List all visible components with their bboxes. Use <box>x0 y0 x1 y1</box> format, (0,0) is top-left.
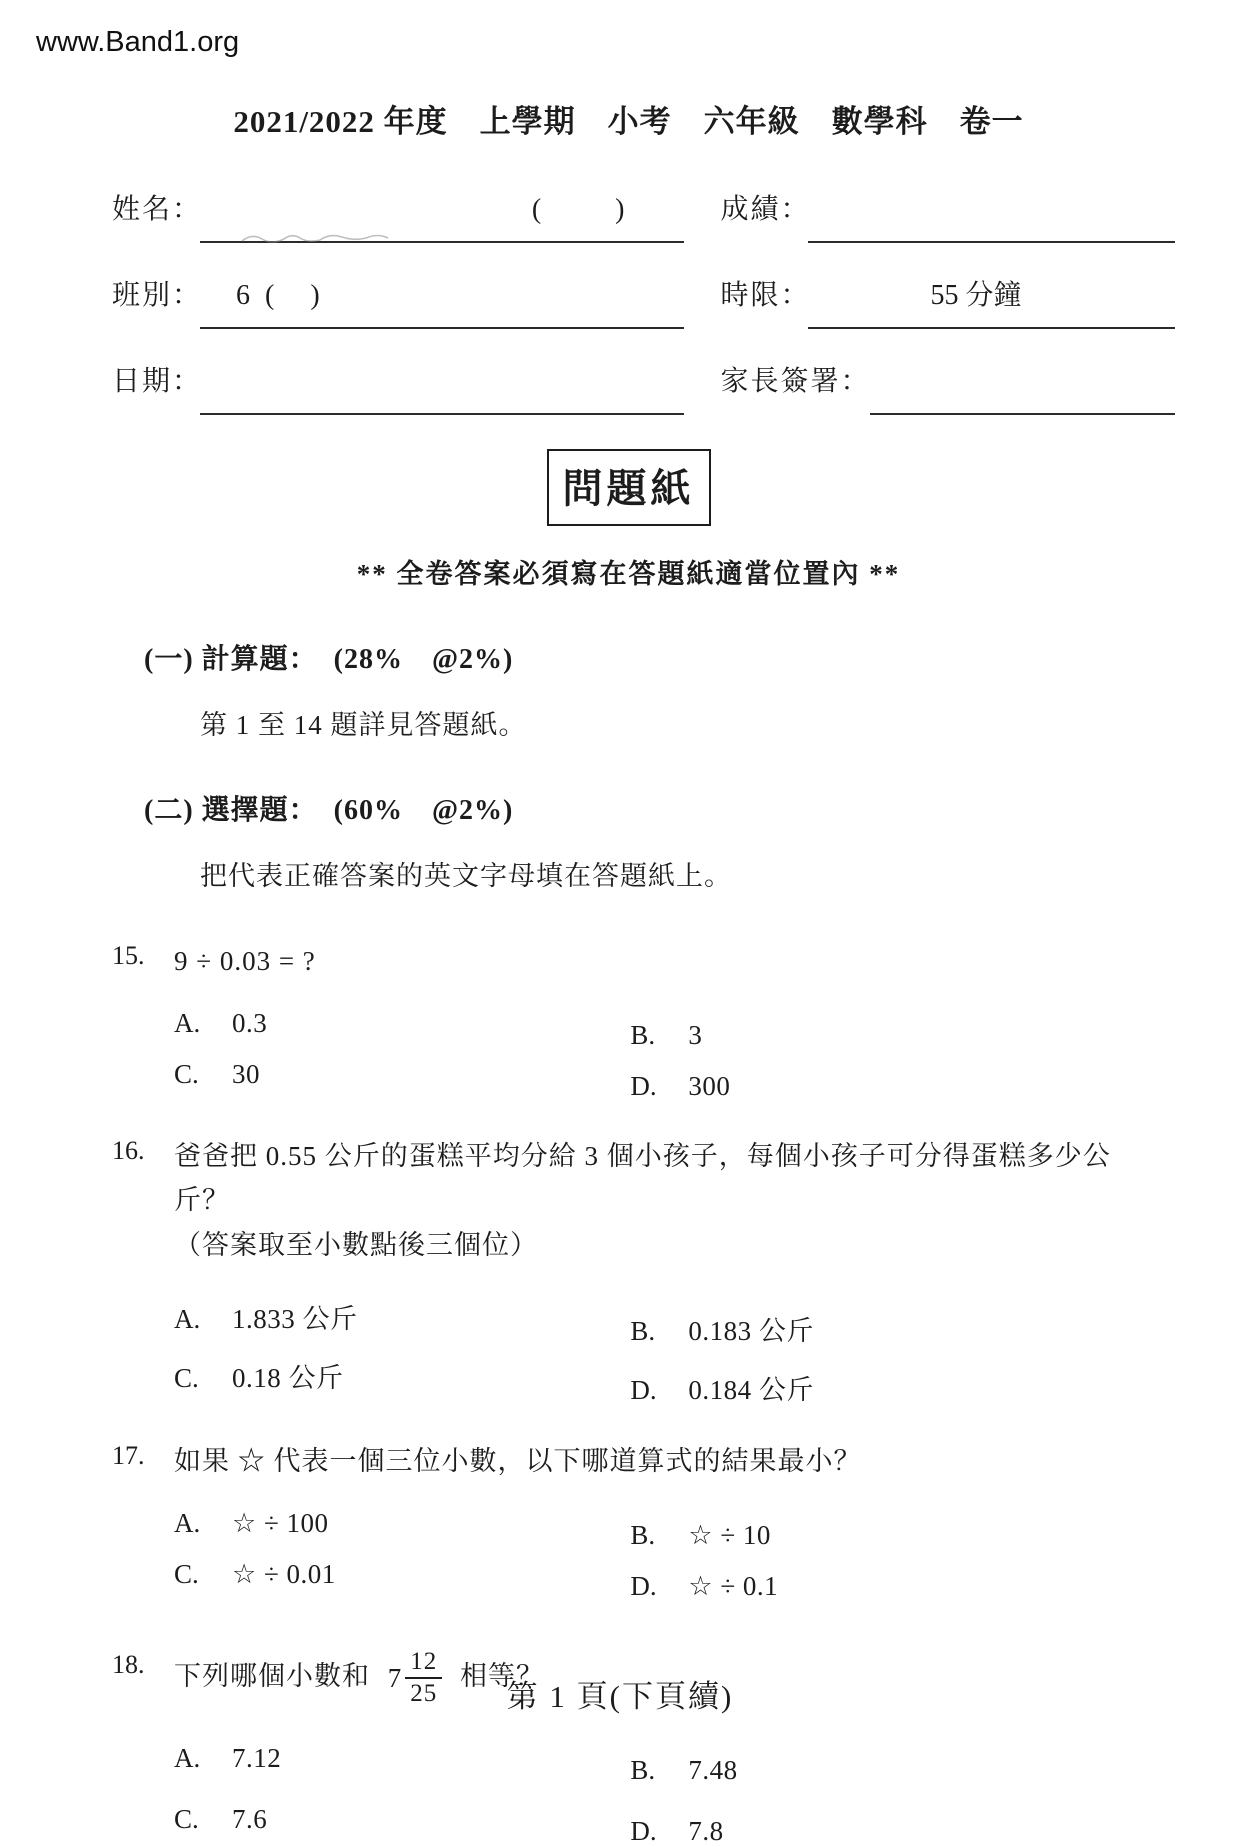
option-value: 3 <box>688 1019 703 1050</box>
date-blank-line <box>200 399 684 415</box>
option-value: ☆ ÷ 100 <box>232 1507 329 1538</box>
option-letter: B. <box>630 1519 656 1550</box>
page-footer: 第 1 頁(下頁續) <box>506 1679 734 1714</box>
question-18-text-prefix: 下列哪個小數和 <box>174 1660 370 1691</box>
section-2-marks: (60% @2%) <box>333 795 514 826</box>
question-16-number: 16. <box>112 1135 145 1165</box>
section-1-title: (一) 計算題： <box>144 644 318 675</box>
option-value: ☆ ÷ 10 <box>688 1519 771 1550</box>
option-16-a <box>174 1297 630 1336</box>
date-label: 日期： <box>112 366 203 397</box>
option-letter: C. <box>174 1804 199 1835</box>
option-letter: A. <box>174 1743 201 1774</box>
option-letter: C. <box>174 1058 199 1089</box>
option-15-c <box>174 1059 630 1090</box>
option-value: 7.6 <box>232 1804 268 1835</box>
question-15-text: 9 ÷ 0.03 = ? <box>174 946 316 976</box>
name-blank-line <box>200 227 684 243</box>
student-info-form <box>112 187 1145 415</box>
class-label: 班別： <box>112 280 203 311</box>
option-letter: C. <box>174 1558 199 1589</box>
option-15-d <box>630 1071 1145 1102</box>
option-letter: B. <box>630 1316 656 1347</box>
option-value: ☆ ÷ 0.1 <box>688 1570 779 1601</box>
option-value: 0.183 公斤 <box>688 1316 814 1347</box>
question-16 <box>112 1134 1145 1406</box>
time-limit-blank-line <box>808 313 1175 329</box>
question-17 <box>112 1439 1145 1601</box>
handwriting-smudge <box>240 231 410 245</box>
parent-signature-field <box>720 359 1175 415</box>
option-letter: A. <box>174 1304 201 1335</box>
option-letter: C. <box>174 1363 199 1394</box>
question-18-number: 18. <box>112 1649 145 1679</box>
time-limit-label: 時限： <box>720 280 811 311</box>
option-value: 7.48 <box>688 1755 738 1786</box>
section-2-title: (二) 選擇題： <box>144 795 318 826</box>
option-17-b <box>630 1520 1145 1551</box>
option-letter: D. <box>630 1570 657 1601</box>
question-16-options <box>174 1297 1145 1406</box>
option-value: 30 <box>232 1058 260 1089</box>
section-1-heading <box>144 637 1145 677</box>
section-2-heading <box>144 788 1145 828</box>
option-16-b <box>630 1309 1145 1348</box>
option-letter: D. <box>630 1816 657 1847</box>
question-15-options <box>174 1007 1145 1101</box>
option-18-b <box>630 1755 1145 1786</box>
parent-signature-label: 家長簽署： <box>720 366 871 397</box>
fraction-denominator: 25 <box>410 1680 438 1708</box>
option-value: 7.8 <box>688 1816 724 1847</box>
question-16-text2: （答案取至小數點後三個位） <box>174 1229 538 1260</box>
option-15-a <box>174 1008 630 1039</box>
option-letter: D. <box>630 1375 657 1406</box>
option-16-c <box>174 1356 630 1395</box>
score-field <box>720 187 1175 243</box>
section-1-note: 第 1 至 14 題詳見答題紙。 <box>200 710 527 740</box>
fraction-numerator: 12 <box>405 1648 442 1680</box>
time-limit-value: 55 分鐘 <box>930 280 1022 311</box>
question-17-number: 17. <box>112 1441 145 1471</box>
question-paper-boxed-title: 問題紙 <box>547 449 711 526</box>
exam-title: 2021/2022 年度 上學期 小考 六年級 數學科 卷一 <box>233 104 1024 139</box>
question-18-options <box>174 1743 1145 1847</box>
question-17-options <box>174 1507 1145 1601</box>
score-label: 成績： <box>720 194 811 225</box>
class-value: 6 ( ) <box>236 280 324 311</box>
option-value: 0.184 公斤 <box>688 1375 814 1406</box>
question-17-text: 如果 ☆ 代表一個三位小數，以下哪道算式的結果最小？ <box>174 1446 862 1477</box>
option-18-d <box>630 1816 1145 1847</box>
section-1-marks: (28% @2%) <box>333 644 514 675</box>
score-blank-line <box>808 227 1175 243</box>
option-value: 1.833 公斤 <box>232 1304 358 1335</box>
parent-signature-blank-line <box>870 399 1175 415</box>
option-value: 0.18 公斤 <box>232 1363 344 1394</box>
option-value: 0.3 <box>232 1007 268 1038</box>
fraction-whole: 7 <box>387 1663 403 1694</box>
option-18-c <box>174 1804 630 1835</box>
option-letter: B. <box>630 1755 656 1786</box>
option-letter: A. <box>174 1007 201 1038</box>
date-field <box>112 359 690 415</box>
option-18-a <box>174 1743 630 1774</box>
option-value: 7.12 <box>232 1743 282 1774</box>
class-field <box>112 273 690 329</box>
option-value: 300 <box>688 1070 731 1101</box>
option-letter: A. <box>174 1507 201 1538</box>
option-15-b <box>630 1020 1145 1051</box>
answer-sheet-instruction: ** 全卷答案必須寫在答題紙適當位置內 ** <box>356 559 901 589</box>
option-letter: B. <box>630 1019 656 1050</box>
name-field <box>112 187 690 243</box>
option-16-d <box>630 1368 1145 1407</box>
option-17-a <box>174 1508 630 1539</box>
option-17-d <box>630 1571 1145 1602</box>
section-2-note: 把代表正確答案的英文字母填在答題紙上。 <box>200 861 732 891</box>
name-label: 姓名： <box>112 194 203 225</box>
site-watermark: www.Band1.org <box>36 26 240 58</box>
time-limit-field <box>720 273 1175 329</box>
question-16-text: 爸爸把 0.55 公斤的蛋糕平均分給 3 個小孩子，每個小孩子可分得蛋糕多少公斤？ <box>174 1140 1111 1216</box>
question-15 <box>112 939 1145 1101</box>
name-class-number-parens: ( ) <box>531 194 631 225</box>
question-15-number: 15. <box>112 941 145 970</box>
option-value: ☆ ÷ 0.01 <box>232 1558 336 1589</box>
question-18-text-suffix: 相等？ <box>460 1660 544 1691</box>
class-blank-line <box>200 313 684 329</box>
option-17-c <box>174 1559 630 1590</box>
option-letter: D. <box>630 1070 657 1101</box>
